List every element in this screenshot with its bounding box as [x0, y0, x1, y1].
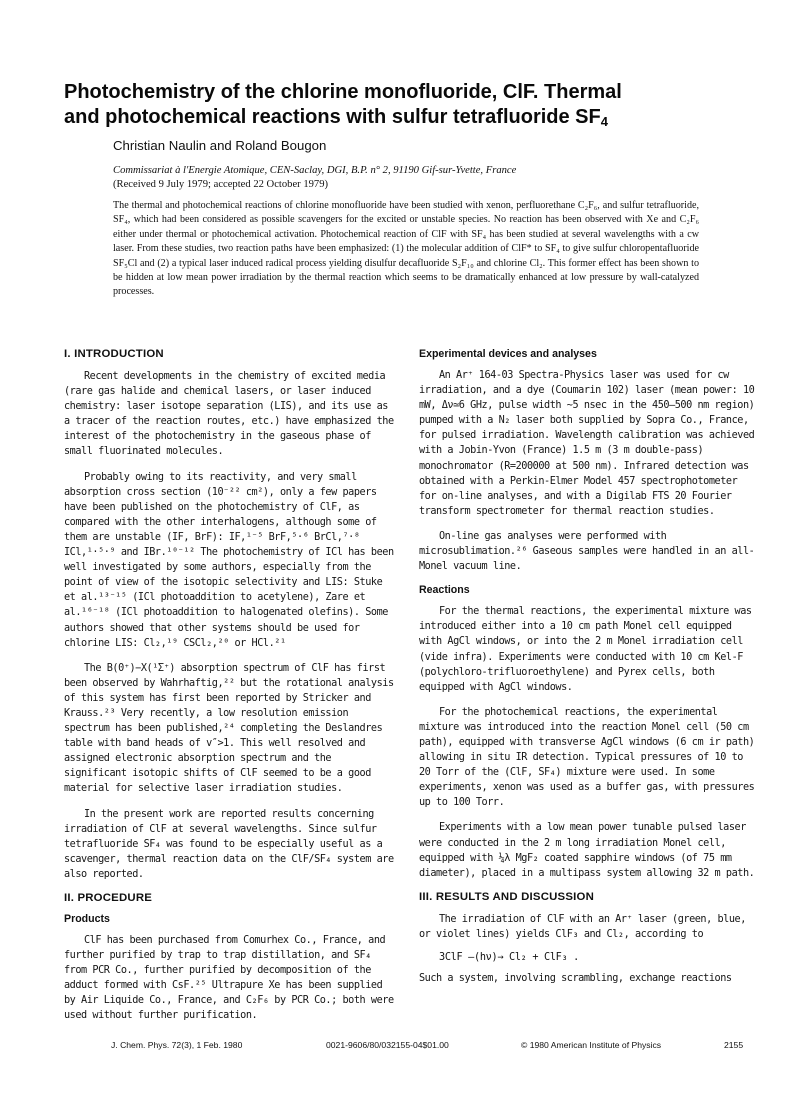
title-subscript: 4 [600, 114, 608, 129]
title-line-2 [64, 105, 754, 134]
affiliation-block [113, 164, 753, 192]
title-line-2-text: and photochemical reactions with sulfur tetrafluoride SF [64, 106, 601, 128]
received-dates: (Received 9 July 1979; accepted 22 October 1979) [113, 179, 329, 190]
intro-paragraph-3: The B(0⁺)−X(¹Σ⁺) absorption spectrum of ClF has first been observed by Wahrhaftig,²² but the rotational analysis of this system has first been reported by Stricker and Krauss.²³ Very recently, a low resolution emission spectrum has been published,²⁴ completing the Deslandres table with band heads of v″>1. This well resolved and assigned electronic absorption spectrum and the significant isotopic shifts of ClF seemed to be a good material for selective laser irradiation studies. [64, 662, 394, 795]
article-title [64, 80, 754, 134]
authors: Christian Naulin and Roland Bougon [113, 138, 327, 153]
left-column [64, 348, 399, 1034]
footer-doi: 0021-9606/80/032155-04$01.00 [326, 1040, 449, 1050]
intro-paragraph-2: Probably owing to its reactivity, and very small absorption cross section (10⁻²² cm²), only a few papers have been published on the photochemistry of ClF, as compared with the other interhalogens, although some of them are unstable (IF, BrF): IF,¹⁻⁵ BrF,⁵·⁶ BrCl,⁷·⁸ ICl,¹·⁵·⁹ and IBr.¹⁰⁻¹² The photochemistry of ICl has been well investigated by some authors, especially from the point of view of the isotopic selectivity and LIS: Stuke et al.¹³⁻¹⁵ (ICl photoaddition to acetylene), Zare et al.¹⁶⁻¹⁸ (ICl photoaddition to halogenated olefins). Some authors showed that other systems should be used for chlorine LIS: Cl₂,¹⁹ CSCl₂,²⁰ or HCl.²¹ [64, 471, 394, 649]
subheading-products: Products [64, 913, 110, 925]
experimental-paragraph-1: An Ar⁺ 164-03 Spectra-Physics laser was used for cw irradiation, and a dye (Coumarin 102) laser (mean power: 10 mW, Δν≃6 GHz, pulse width ~5 nsec in the 450–500 nm region) pumped with a N₂ laser both supplied by Sopra Co., France, for pulsed irradiation. Wavelength calibration was achieved with a Jobin-Yvon (France) 1.5 m (3 m double-pass) monochromator (R=200000 at 500 nm). Infrared detection was obtained with a Perkin-Elmer Model 457 spectrophotometer for on-line analyses, and with a Digilab FTS 20 Fourier transform spectrometer for thermal reaction studies. [419, 370, 755, 517]
experimental-paragraph-2: On-line gas analyses were performed with microsublimation.²⁶ Gaseous samples were handled in an all-Monel vacuum line. [419, 530, 755, 573]
abstract: The thermal and photochemical reactions of chlorine monofluoride have been studied with xenon, perfluorethane C₂F₆, and sulfur tetrafluoride, SF₄, which had been considered as possible scavengers for the excited or unstable species. No reaction has been observed with Xe and C₂F₆ either under thermal or photochemical activation. Photochemical reaction of ClF with SF₄ has been studied at several wavelengths with a cw laser. From these studies, two reaction paths have been emphasized: (1) the molecular addition of ClF* to SF₄ to give sulfur chloropentafluoride SF₅Cl and (2) a typical laser induced radical process yielding disulfur decafluoride S₂F₁₀ and chlorine Cl₂. This former effect has been shown to be hidden at low mean power irradiation by the thermal reaction which seems to be dramatically enhanced at low pressure by wall-catalyzed processes. [113, 200, 699, 298]
subheading-experimental: Experimental devices and analyses [419, 348, 597, 360]
section-heading-introduction: I. INTRODUCTION [64, 348, 164, 360]
reaction-equation: 3ClF —(hν)→ Cl₂ + ClF₃ . [439, 952, 580, 963]
section-heading-results: III. RESULTS AND DISCUSSION [419, 890, 595, 903]
intro-paragraph-4: In the present work are reported results concerning irradiation of ClF at several wavelengths. Since sulfur tetrafluoride SF₄ was found to be especially useful as a scavenger, thermal reaction data on the ClF/SF₄ system are also reported. [64, 808, 394, 880]
reactions-paragraph-2: For the photochemical reactions, the experimental mixture was introduced into the reaction Monel cell (50 cm path), equipped with transverse AgCl windows (6 cm ir path) allowing in situ IR detection. Typical pressures of 10 to 20 Torr of the (ClF, SF₄) mixture were used. In some experiments, xenon was used as a buffer gas, with pressures up to 100 Torr. [419, 706, 755, 809]
subheading-reactions: Reactions [419, 584, 470, 597]
results-paragraph-2: Such a system, involving scrambling, exchange reactions [419, 973, 732, 984]
section-heading-procedure: II. PROCEDURE [64, 892, 153, 904]
right-column [419, 348, 757, 996]
footer-page-number: 2155 [724, 1040, 744, 1050]
footer-journal: J. Chem. Phys. 72(3), 1 Feb. 1980 [111, 1040, 243, 1050]
reactions-paragraph-3: Experiments with a low mean power tunable pulsed laser were conducted in the 2 m long irradiation Monel cell, equipped with ¼λ MgF₂ coated sapphire windows (of 75 mm diameter), placed in a multipass system allowing 32 m path. [419, 822, 755, 879]
intro-paragraph-1: Recent developments in the chemistry of excited media (rare gas halide and chemical lasers, or laser induced chemistry: laser isotope separation (LIS), and its use as a tracer of the reaction routes, etc.) have emphasized the interest of the photochemistry in the gaseous phase of small fluorinated molecules. [64, 371, 394, 458]
title-line-1: Photochemistry of the chlorine monofluoride, ClF. Thermal [64, 81, 622, 103]
reactions-paragraph-1: For the thermal reactions, the experimental mixture was introduced either into a 10 cm path Monel cell equipped with AgCl windows, or into the 2 m Monel irradiation cell (vide infra). Experiments were conducted with 10 cm Kel-F (polychloro-trifluoroethylene) and Pyrex cells, both equipped with AgCl windows. [419, 606, 752, 693]
footer-copyright: © 1980 American Institute of Physics [521, 1040, 662, 1050]
affiliation: Commissariat à l'Energie Atomique, CEN-Saclay, DGI, B.P. n° 2, 91190 Gif-sur-Yvette, France [113, 165, 517, 176]
results-paragraph-1: The irradiation of ClF with an Ar⁺ laser (green, blue, or violet lines) yields ClF₃ and Cl₂, according to [419, 913, 746, 940]
products-paragraph: ClF has been purchased from Comurhex Co., France, and further purified by trap to trap distillation, and SF₄ from PCR Co., further purified by decomposition of the adduct formed with CsF.²⁵ Ultrapure Xe has been supplied by Air Liquide Co., France, and C₂F₆ by PCR Co.; both were used without further purification. [64, 935, 394, 1022]
